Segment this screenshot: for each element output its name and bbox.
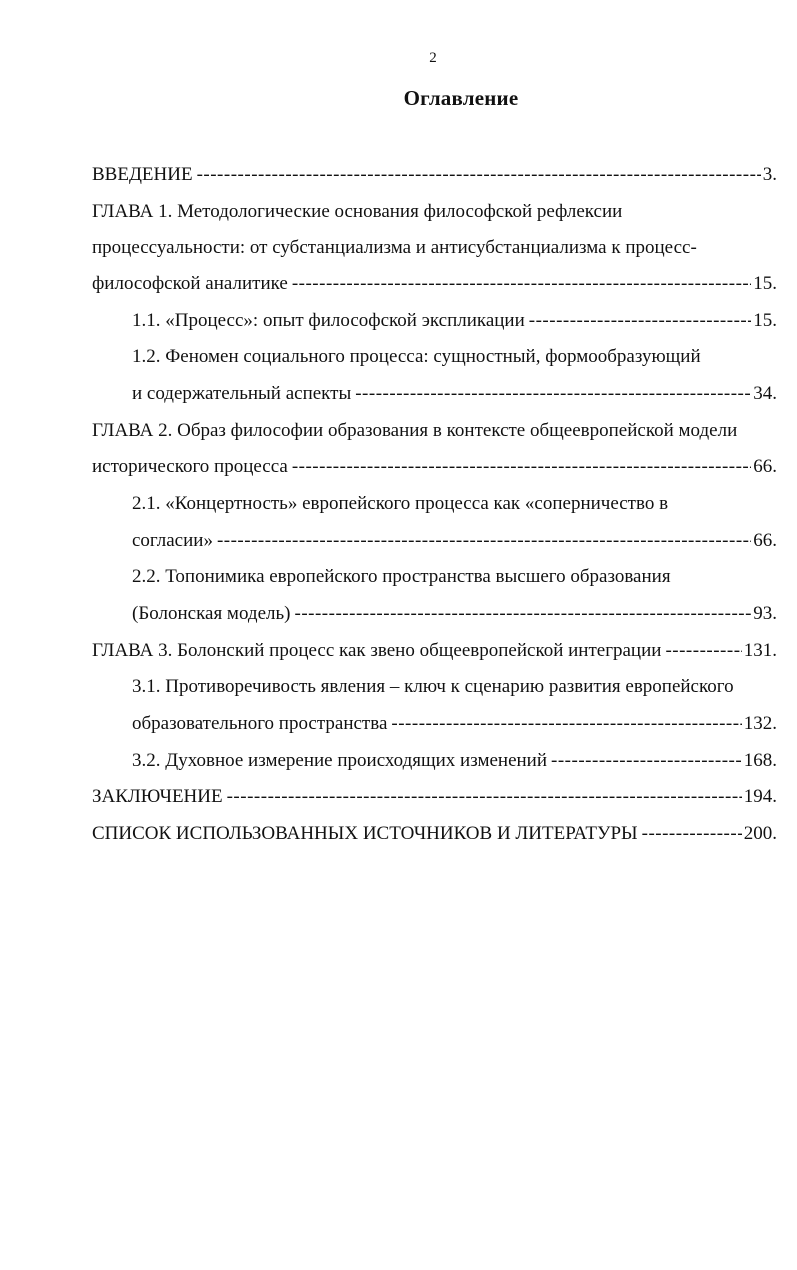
toc-entry-page: 93. xyxy=(753,603,777,624)
toc-entry-label: 1.1. «Процесс»: опыт философской экспликации xyxy=(132,310,525,331)
toc-chapter-1-line-2: процессуальности: от субстанциализма и антисубстанциализма к процесс- xyxy=(92,237,697,258)
toc-chapter-2-line-1: ГЛАВА 2. Образ философии образования в контексте общеевропейской модели xyxy=(92,420,738,441)
toc-leader-dots xyxy=(391,708,741,740)
toc-entry-chapter-3[interactable] xyxy=(92,635,777,667)
toc-leader-dots xyxy=(551,745,742,777)
toc-entry-section-2-1[interactable] xyxy=(132,525,777,557)
toc-entry-page: 168. xyxy=(743,750,777,771)
toc-entry-label: ВВЕДЕНИЕ xyxy=(92,164,193,185)
toc-entry-label: образовательного пространства xyxy=(132,713,388,734)
toc-entry-page: 200. xyxy=(743,823,777,844)
toc-leader-dots xyxy=(355,378,751,410)
toc-entry-chapter-1[interactable] xyxy=(92,268,777,300)
page-title: Оглавление xyxy=(403,86,519,110)
toc-leader-dots xyxy=(292,268,751,300)
toc-entry-introduction[interactable] xyxy=(92,159,777,191)
toc-entry-page: 66. xyxy=(753,530,777,551)
toc-section-2-1-line-1: 2.1. «Концертность» европейского процесса как «соперничество в xyxy=(132,493,669,514)
toc-entry-conclusion[interactable] xyxy=(92,781,777,813)
page-number: 2 xyxy=(429,50,437,66)
toc-leader-dots xyxy=(227,781,742,813)
toc-entry-label: 3.2. Духовное измерение происходящих изменений xyxy=(132,750,548,771)
toc-chapter-1-line-1: ГЛАВА 1. Методологические основания философской рефлексии xyxy=(92,201,623,222)
toc-entry-section-3-2[interactable] xyxy=(132,745,777,777)
toc-entry-page: 34. xyxy=(753,383,777,404)
toc-entry-page: 15. xyxy=(753,273,777,294)
toc-entry-label: философской аналитике xyxy=(92,273,288,294)
toc-entry-label: ЗАКЛЮЧЕНИЕ xyxy=(92,786,223,807)
toc-section-2-2-line-1: 2.2. Топонимика европейского пространства высшего образования xyxy=(132,566,671,587)
toc-entry-section-3-1[interactable] xyxy=(132,708,777,740)
toc-entry-page: 194. xyxy=(743,786,777,807)
toc-section-3-1-line-1: 3.1. Противоречивость явления – ключ к сценарию развития европейского xyxy=(132,676,734,697)
toc-entry-bibliography[interactable] xyxy=(92,818,777,850)
toc-entry-section-1-1[interactable] xyxy=(132,305,777,337)
toc-entry-section-2-2[interactable] xyxy=(132,598,777,630)
toc-leader-dots xyxy=(529,305,751,337)
toc-entry-page: 66. xyxy=(753,456,777,477)
toc-leader-dots xyxy=(217,525,751,557)
toc-entry-page: 15. xyxy=(753,310,777,331)
toc-entry-page: 132. xyxy=(743,713,777,734)
toc-entry-chapter-2[interactable] xyxy=(92,451,777,483)
toc-entry-label: (Болонская модель) xyxy=(132,603,291,624)
toc-section-1-2-line-1: 1.2. Феномен социального процесса: сущностный, формообразующий xyxy=(132,346,701,367)
toc-leader-dots xyxy=(197,159,761,191)
toc-leader-dots xyxy=(665,635,741,667)
toc-entry-label: СПИСОК ИСПОЛЬЗОВАННЫХ ИСТОЧНИКОВ И ЛИТЕРАТУРЫ xyxy=(92,823,638,844)
toc-leader-dots xyxy=(642,818,742,850)
toc-entry-section-1-2[interactable] xyxy=(132,378,777,410)
toc-entry-page: 131. xyxy=(743,640,777,661)
toc-entry-label: согласии» xyxy=(132,530,213,551)
toc-entry-label: и содержательный аспекты xyxy=(132,383,352,404)
toc-entry-label: ГЛАВА 3. Болонский процесс как звено общеевропейской интеграции xyxy=(92,640,662,661)
toc-entry-label: исторического процесса xyxy=(92,456,288,477)
toc-entry-page: 3. xyxy=(762,164,777,185)
toc-leader-dots xyxy=(292,451,751,483)
toc-leader-dots xyxy=(295,598,752,630)
